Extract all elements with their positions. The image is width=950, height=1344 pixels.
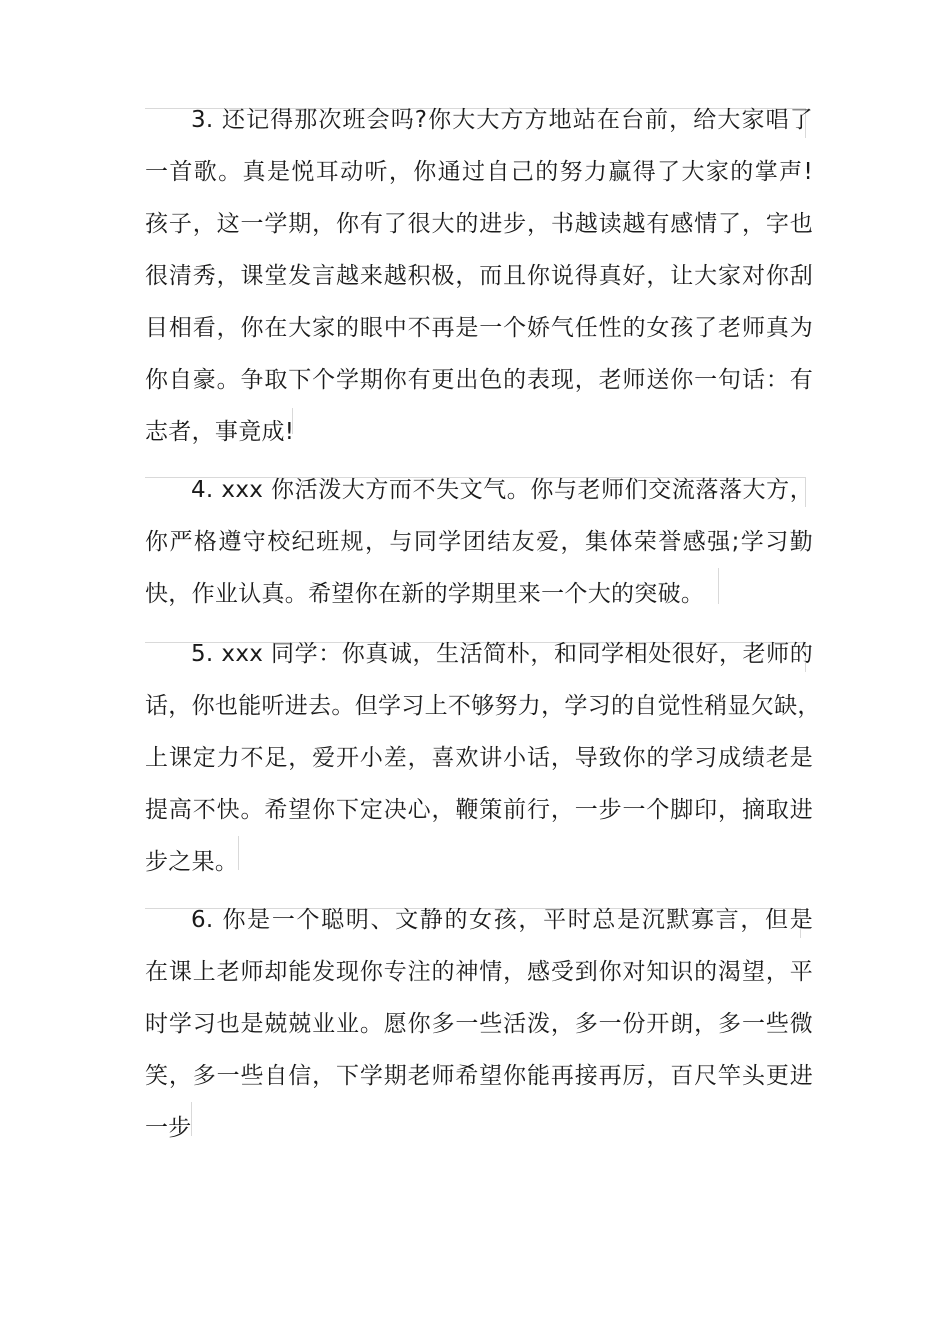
- paragraph-line: 5. xxx 同学：你真诚，生活简朴，和同学相处很好，老师的: [191, 641, 813, 667]
- paragraph-line: 笑，多一些自信，下学期老师希望你能再接再厉，百尺竿头更进: [145, 1063, 813, 1089]
- paragraph-line: 孩子，这一学期，你有了很大的进步，书越读越有感情了，字也: [145, 211, 813, 237]
- paragraph-line: 4. xxx 你活泼大方而不失文气。你与老师们交流落落大方，: [191, 477, 813, 503]
- paragraph-4: [145, 464, 813, 620]
- paragraph-line: 提高不快。希望你下定决心，鞭策前行，一步一个脚印，摘取进: [145, 797, 813, 823]
- paragraph-line: 话，你也能听进去。但学习上不够努力，学习的自觉性稍显欠缺，: [145, 693, 821, 719]
- paragraph-line: 快，作业认真。希望你在新的学期里来一个大的突破。: [145, 581, 705, 607]
- paragraph-line: 上课定力不足，爱开小差，喜欢讲小话，导致你的学习成绩老是: [145, 745, 813, 771]
- paragraph-line: 在课上老师却能发现你专注的神情，感受到你对知识的渴望，平: [145, 959, 813, 985]
- paragraph-line: 3. 还记得那次班会吗?你大大方方地站在台前，给大家唱了: [191, 107, 813, 133]
- paragraph-line: 时学习也是兢兢业业。愿你多一些活泼，多一份开朗，多一些微: [145, 1011, 813, 1037]
- paragraph-line: 你严格遵守校纪班规，与同学团结友爱，集体荣誉感强;学习勤: [145, 529, 813, 555]
- paragraph-3: [145, 94, 813, 458]
- paragraph-line: 你自豪。争取下个学期你有更出色的表现，老师送你一句话：有: [145, 367, 813, 393]
- paragraph-line: 步之果。: [145, 849, 239, 875]
- paragraph-line: 一步: [145, 1115, 192, 1141]
- paragraph-line: 一首歌。真是悦耳动听，你通过自己的努力赢得了大家的掌声!: [145, 159, 813, 185]
- paragraph-line: 目相看，你在大家的眼中不再是一个娇气任性的女孩了老师真为: [145, 315, 813, 341]
- paragraph-line: 很清秀，课堂发言越来越积极，而且你说得真好，让大家对你刮: [145, 263, 813, 289]
- paragraph-line: 6. 你是一个聪明、文静的女孩，平时总是沉默寡言，但是: [191, 907, 813, 933]
- paragraph-6: [145, 894, 813, 1154]
- paragraph-line: 志者，事竟成!: [145, 419, 295, 445]
- paragraph-5: [145, 628, 821, 888]
